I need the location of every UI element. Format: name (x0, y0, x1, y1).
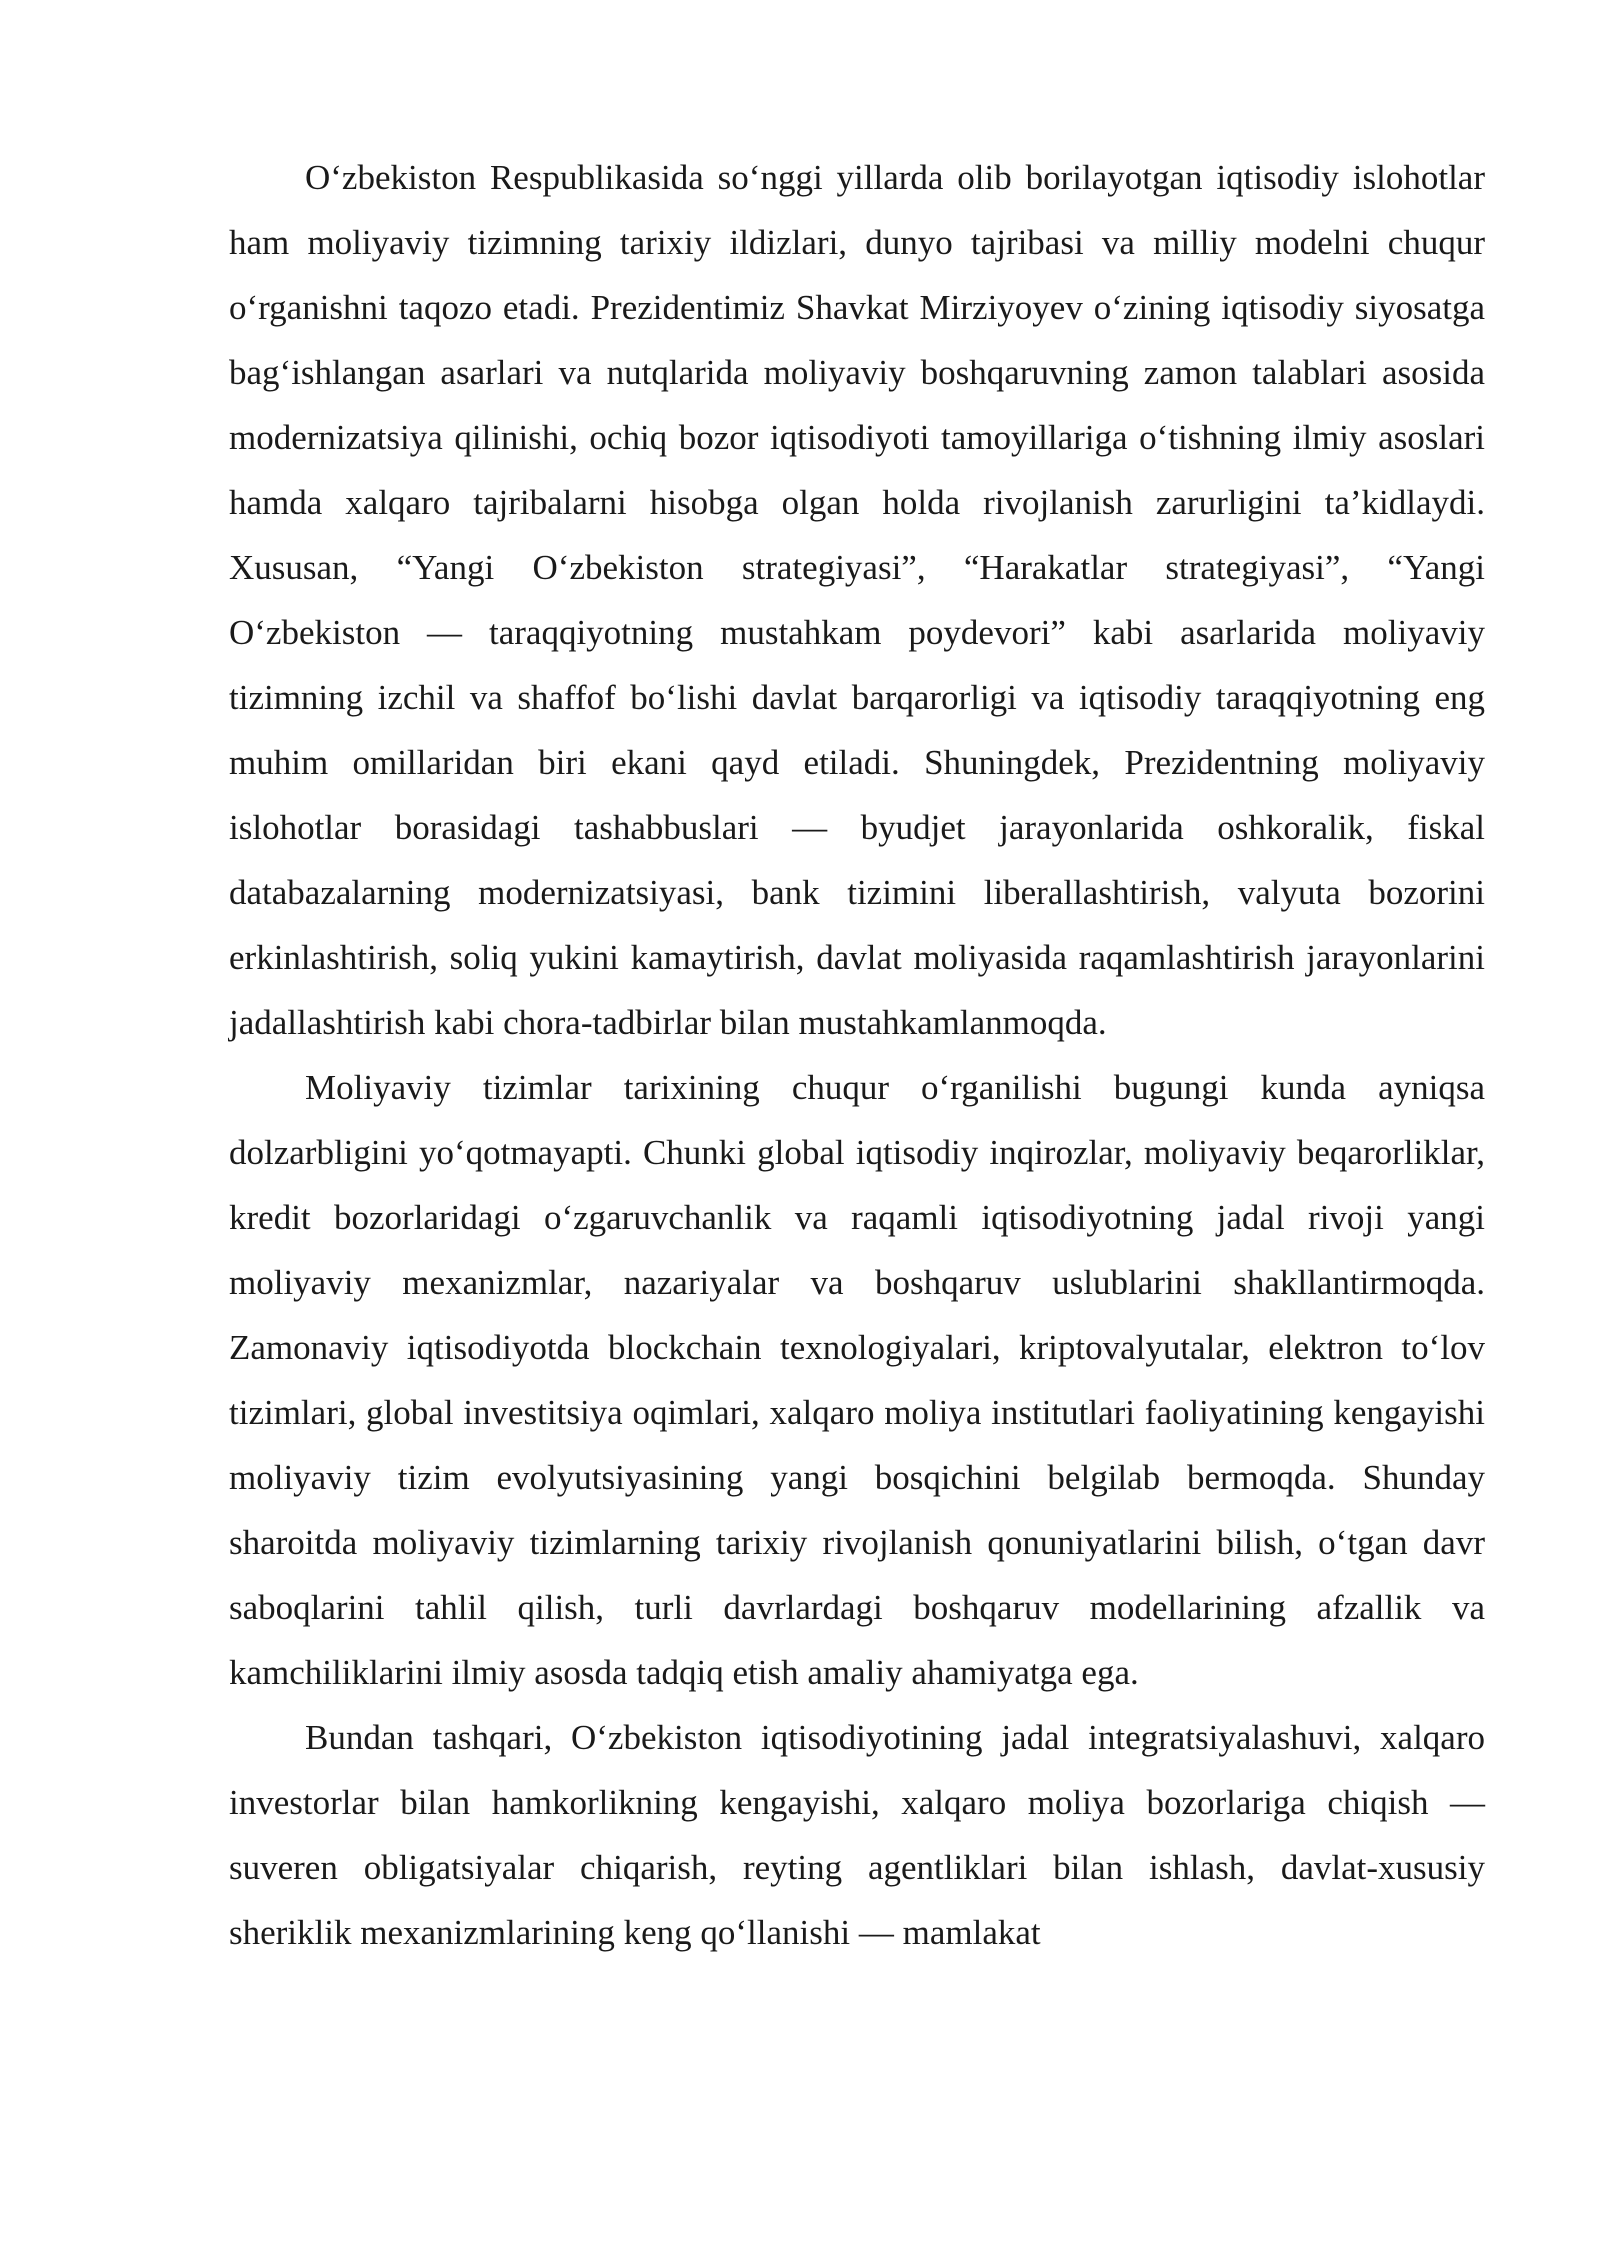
paragraph-1: O‘zbekiston Respublikasida so‘nggi yillarda olib borilayotgan iqtisodiy islohotlar ham moliyaviy tizimning tarixiy ildizlari, dunyo tajribasi va milliy modelni chuqur o‘rganishni taqozo etadi. Prezidentimiz Shavkat Mirziyoyev o‘zining iqtisodiy siyosatga bag‘ishlangan asarlari va nutqlarida moliyaviy boshqaruvning zamon talablari asosida modernizatsiya qilinishi, ochiq bozor iqtisodiyoti tamoyillariga o‘tishning ilmiy asoslari hamda xalqaro tajribalarni hisobga olgan holda rivojlanish zarurligini ta’kidlaydi. Xususan, “Yangi O‘zbekiston strategiyasi”, “Harakatlar strategiyasi”, “Yangi O‘zbekiston — taraqqiyotning mustahkam poydevori” kabi asarlarida moliyaviy tizimning izchil va shaffof bo‘lishi davlat barqarorligi va iqtisodiy taraqqiyotning eng muhim omillaridan biri ekani qayd etiladi. Shuningdek, Prezidentning moliyaviy islohotlar borasidagi tashabbuslari — byudjet jarayonlarida oshkoralik, fiskal databazalarning modernizatsiyasi, bank tizimini liberallashtirish, valyuta bozorini erkinlashtirish, soliq yukini kamaytirish, davlat moliyasida raqamlashtirish jarayonlarini jadallashtirish kabi chora-tadbirlar bilan mustahkamlanmoqda. (229, 158, 1485, 1042)
paragraph-3: Bundan tashqari, O‘zbekiston iqtisodiyotining jadal integratsiyalashuvi, xalqaro investorlar bilan hamkorlikning kengayishi, xalqaro moliya bozorlariga chiqish — suveren obligatsiyalar chiqarish, reyting agentliklari bilan ishlash, davlat-xususiy sheriklik mexanizmlarining keng qo‘llanishi — mamlakat (229, 1718, 1485, 1952)
paragraph-2: Moliyaviy tizimlar tarixining chuqur o‘rganilishi bugungi kunda ayniqsa dolzarbligini yo‘qotmayapti. Chunki global iqtisodiy inqirozlar, moliyaviy beqarorliklar, kredit bozorlaridagi o‘zgaruvchanlik va raqamli iqtisodiyotning jadal rivoji yangi moliyaviy mexanizmlar, nazariyalar va boshqaruv uslublarini shakllantirmoqda. Zamonaviy iqtisodiyotda blockchain texnologiyalari, kriptovalyutalar, elektron to‘lov tizimlari, global investitsiya oqimlari, xalqaro moliya institutlari faoliyatining kengayishi moliyaviy tizim evolyutsiyasining yangi bosqichini belgilab bermoqda. Shunday sharoitda moliyaviy tizimlarning tarixiy rivojlanish qonuniyatlarini bilish, o‘tgan davr saboqlarini tahlil qilish, turli davrlardagi boshqaruv modellarining afzallik va kamchiliklarini ilmiy asosda tadqiq etish amaliy ahamiyatga ega. (229, 1068, 1485, 1692)
document-body (229, 145, 1485, 1965)
